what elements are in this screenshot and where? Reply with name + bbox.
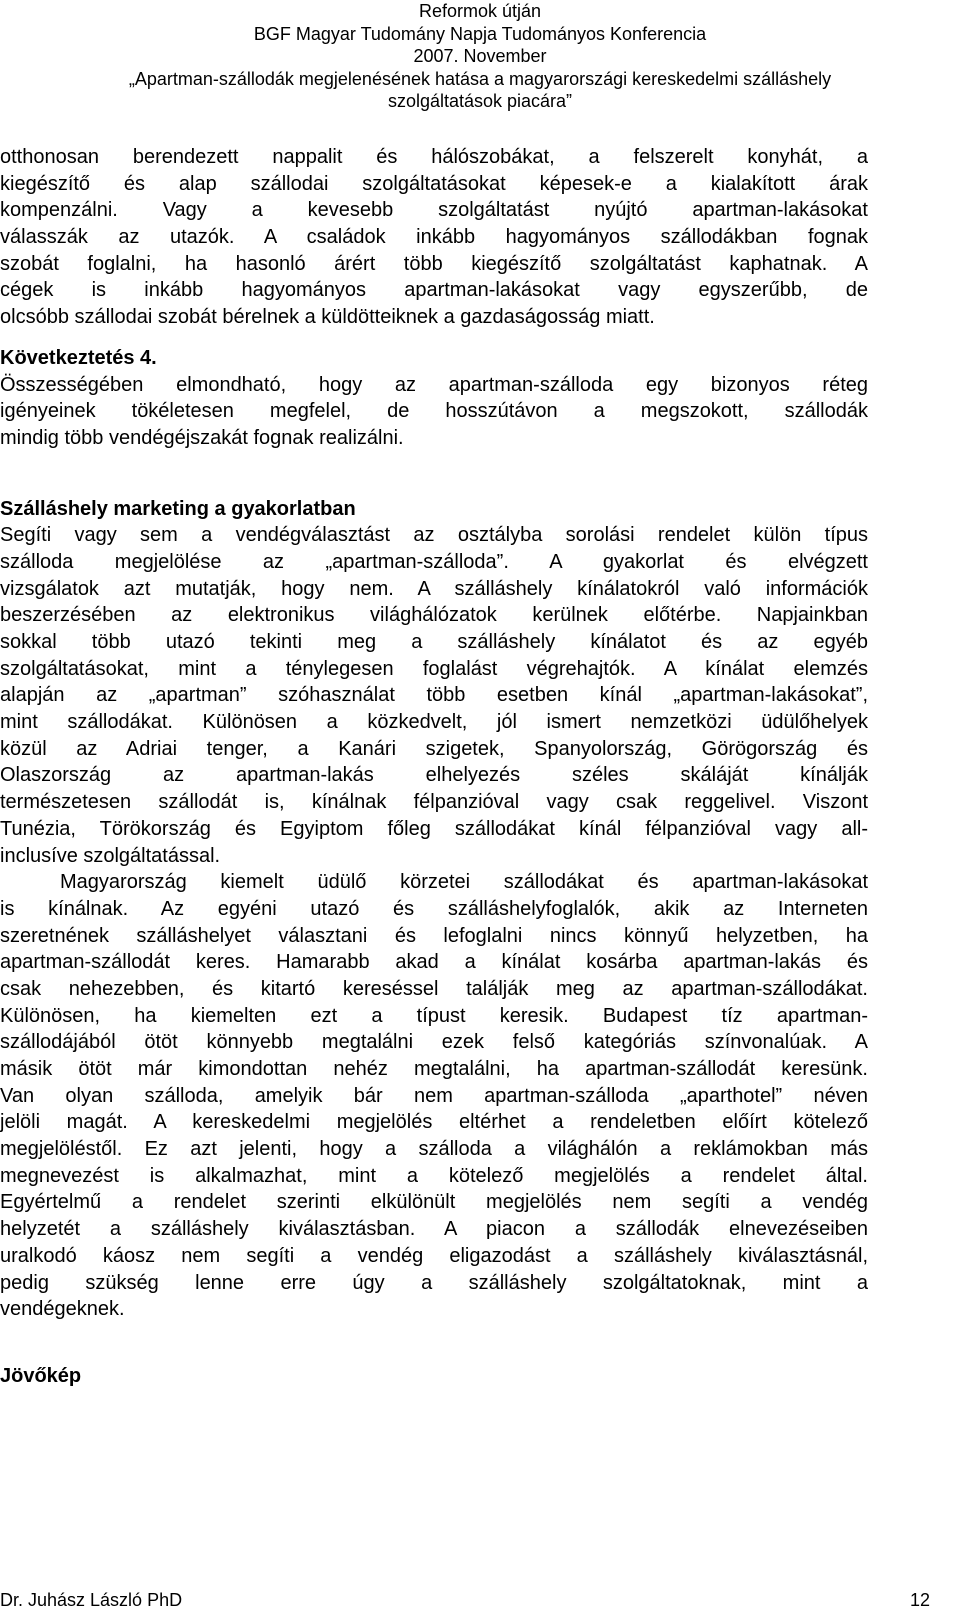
text-line: jelöli magát. A kereskedelmi megjelölés eltérhet a rendeletben előírt kötelező — [0, 1111, 868, 1134]
text-line: vendégeknek. — [0, 1298, 125, 1321]
text-line: olcsóbb szállodai szobát bérelnek a küldötteiknek a gazdaságosság miatt. — [0, 306, 655, 329]
header-paper-title-cont: szolgáltatások piacára” — [387, 91, 573, 111]
text-line: Olaszország az apartman-lakás elhelyezés széles skáláját kínálják — [0, 764, 868, 787]
text-line: beszerzésében az elektronikus világhálózatok kerülnek előtérbe. Napjainkban — [0, 604, 868, 627]
marketing-heading: Szálláshely marketing a gyakorlatban — [0, 497, 356, 520]
text-line: természetesen szállodát is, kínálnak félpanzióval vagy csak reggelivel. Viszont — [0, 791, 868, 814]
text-line: otthonosan berendezett nappalit és hálószobákat, a felszerelt konyhát, a — [0, 146, 868, 168]
text-line: Különösen, ha kiemelten ezt a típust keresik. Budapest tíz apartman- — [0, 1004, 868, 1027]
text-line: megnevezést is alkalmazhat, mint a kötelező megjelölés a rendelet által. — [0, 1164, 868, 1187]
footer-author: Dr. Juhász László PhD — [0, 1590, 183, 1610]
text-line: Magyarország kiemelt üdülő körzetei szállodákat és apartman-lakásokat — [60, 871, 868, 894]
text-line: Egyértelmű a rendelet szerinti elkülönült megjelölés nem segíti a vendég — [0, 1191, 868, 1214]
intro-paragraph — [0, 144, 868, 331]
text-line: másik ötöt már kimondottan nehéz megtalálni, ha apartman-szállodát keresünk. — [0, 1058, 868, 1080]
text-line: Tunézia, Törökország és Egyiptom főleg szállodákat kínál félpanzióval vagy all- — [0, 817, 868, 840]
marketing-section — [0, 496, 868, 1323]
text-line: szobát foglalni, ha hasonló árért több kiegészítő szolgáltatást kaphatnak. A — [0, 252, 868, 275]
text-line: cégek is inkább hagyományos apartman-lakásokat vagy egyszerűbb, de — [0, 279, 868, 302]
page-number: 12 — [909, 1590, 930, 1610]
text-line: szolgáltatásokat, mint a ténylegesen foglalást végrehajtók. A kínálat elemzés — [0, 657, 868, 680]
text-line: helyzetét a szálláshely kiválasztásban. A piacon a szállodák elnevezéseiben — [0, 1218, 868, 1241]
header-title: Reformok útján — [418, 1, 542, 21]
body-text — [0, 144, 868, 1390]
text-line: közül az Adriai tenger, a Kanári szigetek, Spanyolország, Görögország és — [0, 737, 868, 760]
text-line: alapján az „apartman” szóhasználat több esetben kínál „apartman-lakásokat”, — [0, 684, 868, 707]
text-line: vizsgálatok azt mutatják, hogy nem. A szálláshely kínálatokról való információk — [0, 577, 868, 600]
text-line: szállodájából ötöt könnyebb megtalálni ezek felső kategóriás színvonalúak. A — [0, 1031, 868, 1054]
text-line: is kínálnak. Az egyéni utazó és szálláshelyfoglalók, akik az Interneten — [0, 897, 868, 920]
text-line: kompenzálni. Vagy a kevesebb szolgáltatást nyújtó apartman-lakásokat — [0, 199, 868, 222]
text-line: pedig szükség lenne erre úgy a szálláshely szolgáltatoknak, mint a — [0, 1271, 868, 1294]
text-line: szeretnének szálláshelyet választani és lefoglalni nincs könnyű helyzetben, ha — [0, 924, 868, 947]
running-header — [0, 0, 960, 113]
text-line: válasszák az utazók. A családok inkább hagyományos szállodákban fognak — [0, 226, 868, 249]
text-line: uralkodó káosz nem segíti a vendég eligazodást a szálláshely kiválasztásnál, — [0, 1244, 868, 1267]
header-date: 2007. November — [413, 46, 547, 66]
text-line: csak nehezebben, és kitartó kereséssel találják meg az apartman-szállodákat. — [0, 977, 868, 1000]
text-line: Segíti vagy sem a vendégválasztást az osztályba sorolási rendelet külön típus — [0, 524, 868, 547]
text-line: mint szállodákat. Különösen a közkedvelt, jól ismert nemzetközi üdülőhelyek — [0, 711, 868, 734]
text-line: kiegészítő és alap szállodai szolgáltatásokat képesek-e a kialakított árak — [0, 172, 868, 195]
text-line: inclusíve szolgáltatással. — [0, 844, 221, 867]
text-line: Összességében elmondható, hogy az apartman-szálloda egy bizonyos réteg — [0, 373, 868, 396]
text-line: szálloda megjelölése az „apartman-szálloda”. A gyakorlat és elvégzett — [0, 550, 868, 573]
text-line: igényeinek tökéletesen megfelel, de hosszútávon a megszokott, szállodák — [0, 400, 868, 423]
conclusion-heading: Következtetés 4. — [0, 346, 157, 369]
future-heading: Jövőkép — [0, 1364, 82, 1387]
text-line: Van olyan szálloda, amelyik bár nem apartman-szálloda „aparthotel” néven — [0, 1084, 868, 1107]
header-paper-title: „Apartman-szállodák megjelenésének hatása a magyarországi kereskedelmi szálláshely — [128, 68, 832, 89]
text-line: mindig több vendégéjszakát fognak realizálni. — [0, 426, 404, 449]
text-line: megjelöléstől. Ez azt jelenti, hogy a szálloda a világhálón a reklámokban más — [0, 1138, 868, 1161]
text-line: sokkal több utazó tekinti meg a szálláshely kínálatot és az egyéb — [0, 631, 868, 653]
text-line: apartman-szállodát keres. Hamarabb akad a kínálat kosárba apartman-lakás és — [0, 951, 868, 974]
conclusion-section — [0, 345, 868, 452]
header-conference: BGF Magyar Tudomány Napja Tudományos Konferencia — [253, 23, 707, 44]
